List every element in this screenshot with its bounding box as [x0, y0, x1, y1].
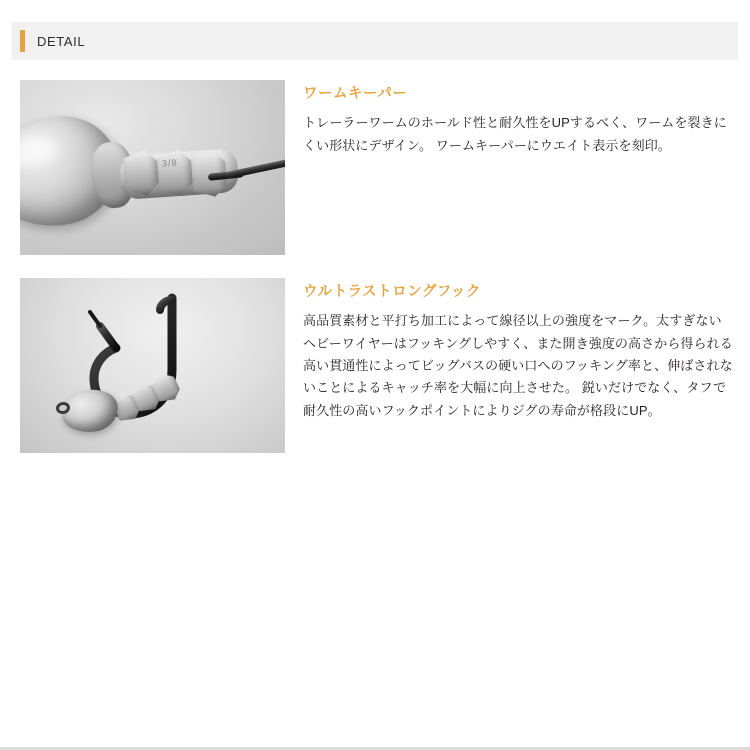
section-title: DETAIL [37, 33, 86, 49]
worm-keeper-photo [20, 80, 285, 255]
detail-body-paragraph: トレーラーワームのホールド性と耐久性をUPするべく、ワームを裂きにくい形状にデザイン。 ワームキーパーにウエイト表示を刻印。 [303, 115, 727, 153]
detail-text-ultra-strong-hook [303, 278, 733, 422]
detail-image-worm-keeper [20, 80, 285, 255]
detail-block-worm-keeper [20, 80, 733, 255]
detail-title: ウルトラストロングフック [303, 284, 481, 300]
section-header [12, 22, 738, 60]
weight-stamp-text: 3/8 [161, 157, 178, 169]
detail-body [303, 310, 733, 422]
detail-title: ワームキーパー [303, 86, 408, 102]
detail-block-ultra-strong-hook [20, 278, 733, 453]
accent-bar-icon [20, 30, 25, 52]
detail-body-paragraph: 高品質素材と平打ち加工によって線径以上の強度をマーク。太すぎないヘビーワイヤーはフッキングしやすく、また開き強度の高さから得られる高い貫通性によってビッグバスの硬い口へのフッキング率と、伸ばされないことによるキャッチ率を大幅に向上させた。 鋭いだけでなく、タフで耐久性の高いフックポイントによりジグの寿命が格段にUP。 [303, 313, 733, 418]
detail-body [303, 112, 733, 157]
detail-image-ultra-strong-hook [20, 278, 285, 453]
detail-text-worm-keeper [303, 80, 733, 157]
ultra-strong-hook-photo [20, 278, 285, 453]
